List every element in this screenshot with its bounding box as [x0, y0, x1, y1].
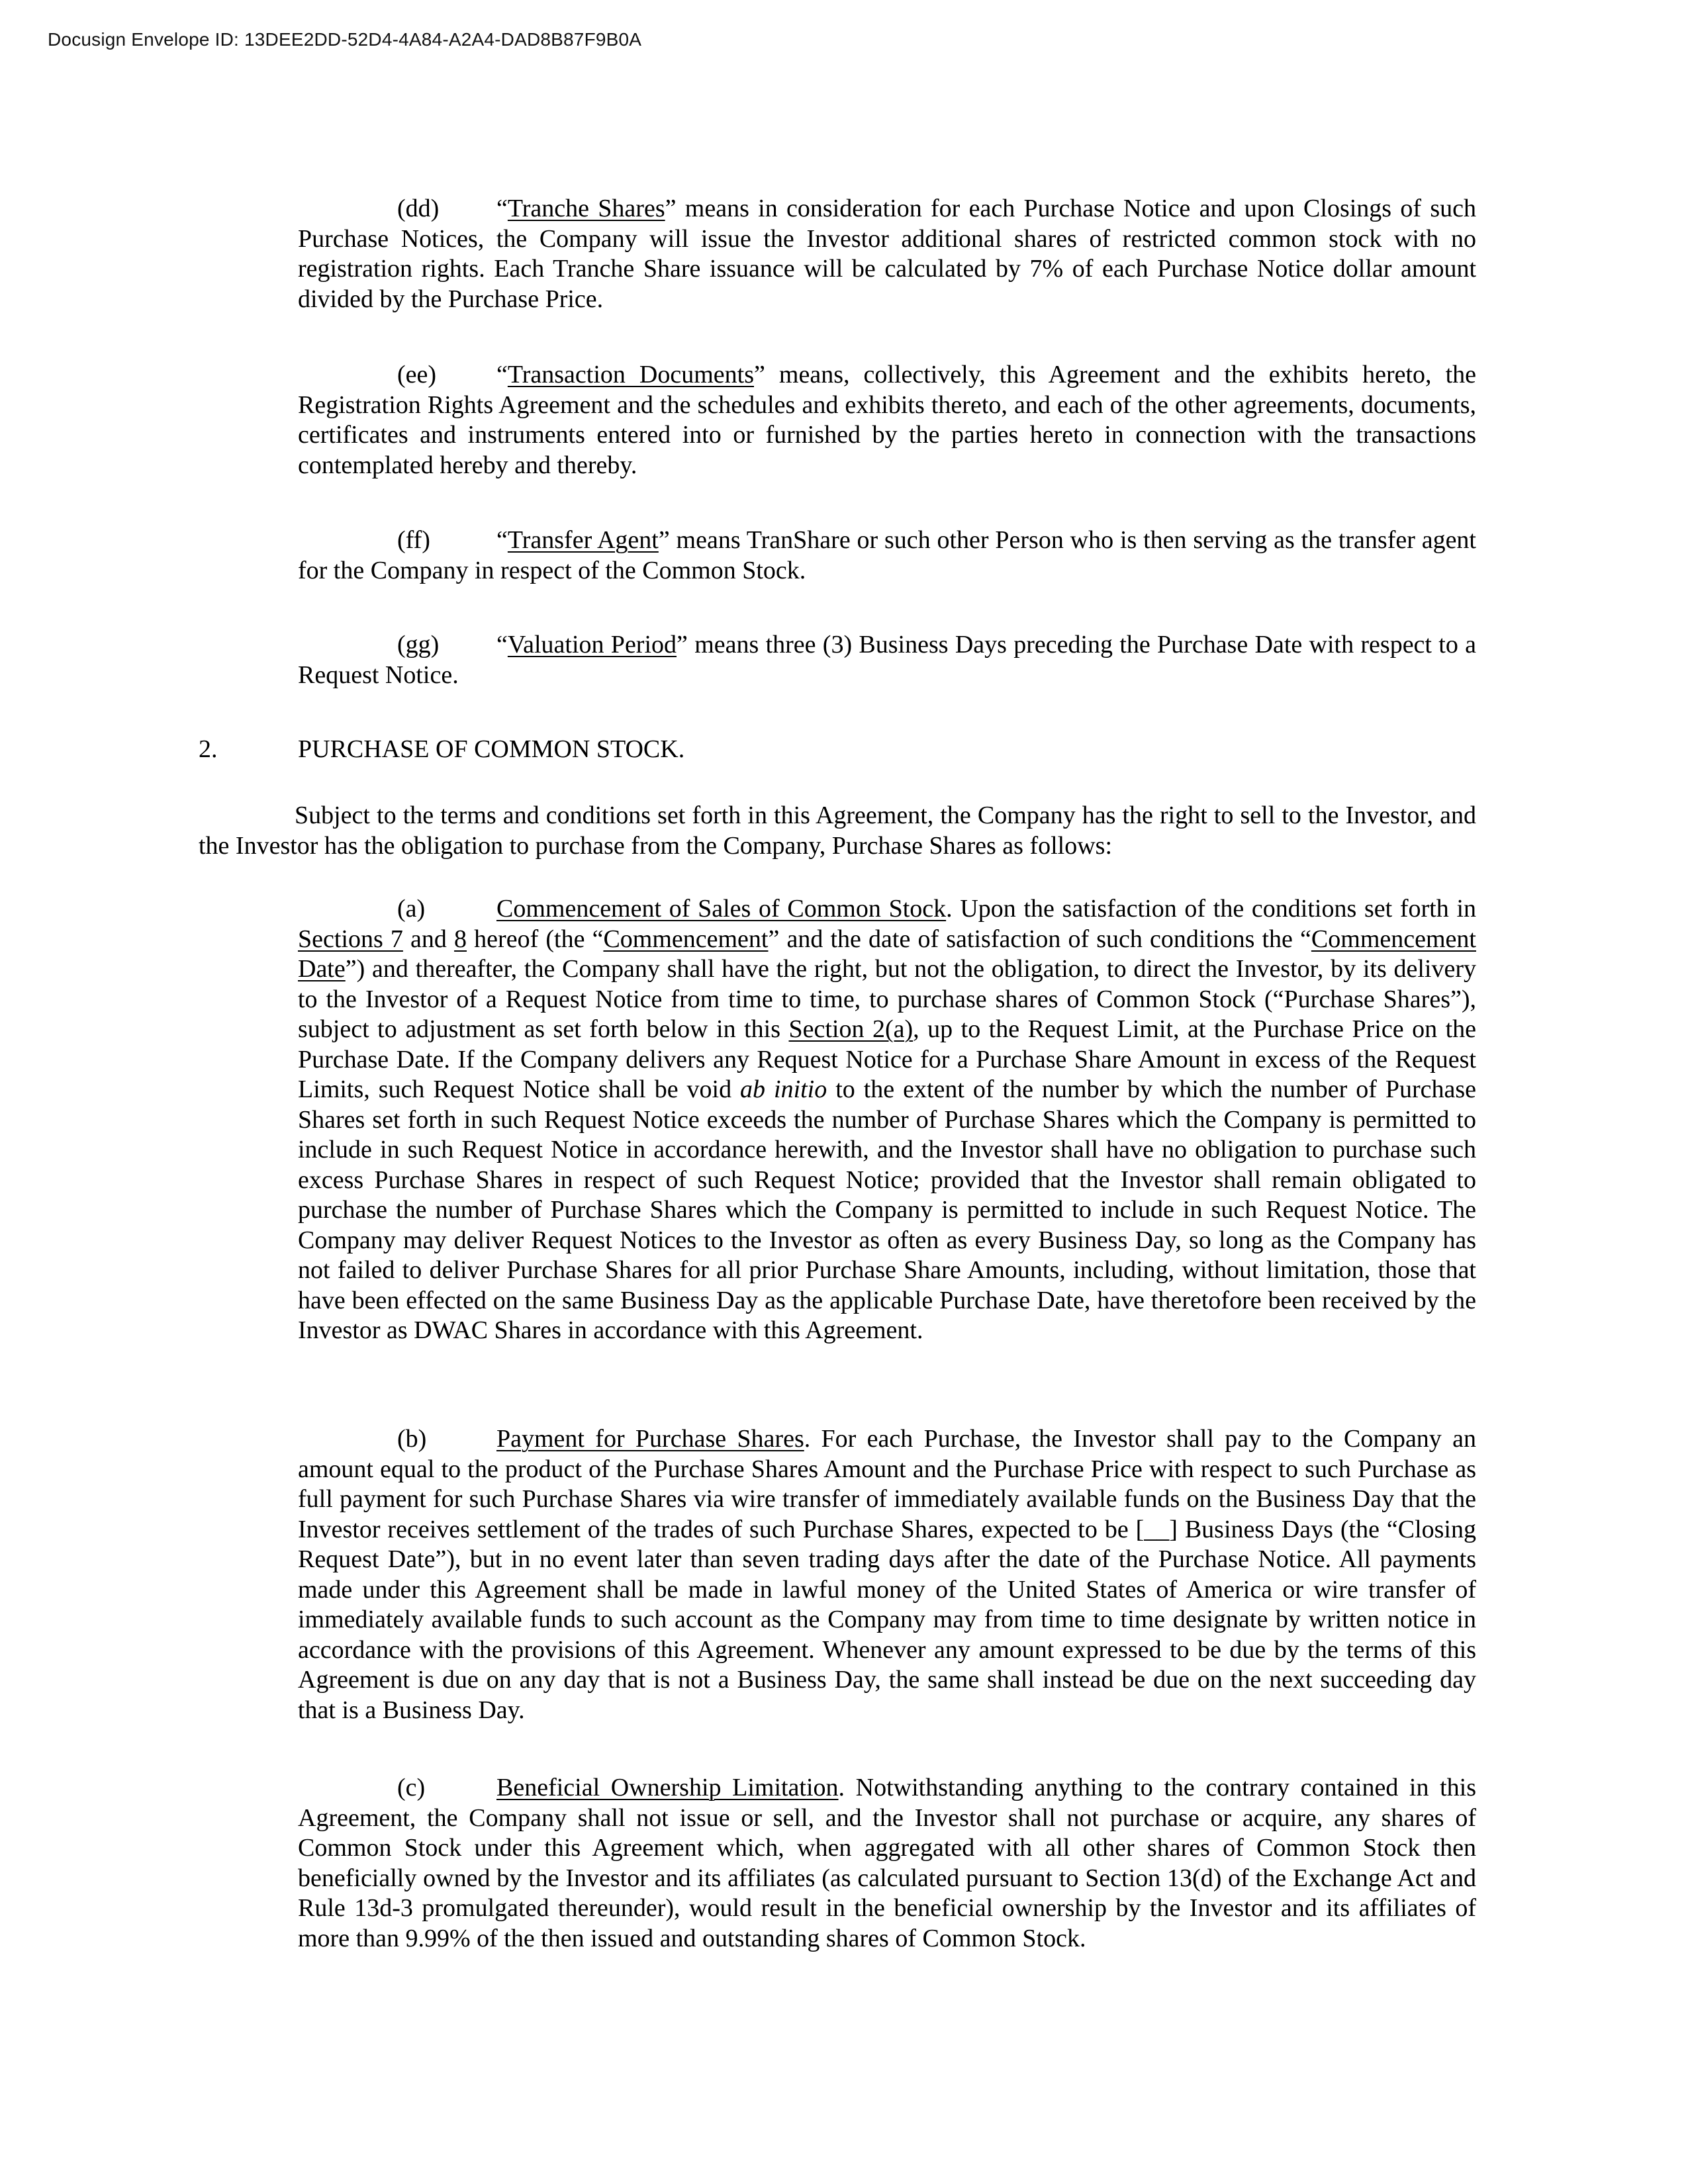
definition-body: ” means in consideration for each Purchase Notice and upon Closings of such Purchase Notices, the Company will issue the Investor additional shares of restricted common stock with no registration rights. Each Tranche Share issuance will be calculated by 7% of each Purchase Notice dollar amount divided by the Purchase Price. [298, 195, 1477, 313]
body-text: , up to the Request Limit, at the Purchase Price on the Purchase Date. If the Company delivers any Request Notice for a Purchase Share Amount in excess of the Request Limits, such Request Notice shall be void [298, 1015, 1476, 1103]
body-text: . Notwithstanding anything to the contrary contained in this Agreement, the Company shall not issue or sell, and the Investor shall not purchase or acquire, any shares of Common Stock under this Agreement which, when aggregated with all other shares of Common Stock then beneficially owned by the Investor and its affiliates (as calculated pursuant to Section 13(d) of the Exchange Act and Rule 13d-3 promulgated thereunder), would result in the beneficial ownership by the Investor and its affiliates of more than 9.99% of the then issued and outstanding shares of Common Stock. [298, 1774, 1476, 1952]
subsection-heading: Payment for Purchase Shares [496, 1425, 804, 1453]
section-heading [199, 735, 684, 765]
body-text: ” and the date of satisfaction of such conditions the “ [768, 925, 1311, 953]
cross-reference: 8 [454, 925, 467, 953]
subsection-label: (b) [397, 1425, 427, 1453]
section-title: PURCHASE OF COMMON STOCK. [298, 735, 685, 763]
defined-term: Transfer Agent [507, 526, 659, 554]
open-quote: “ [496, 526, 508, 554]
open-quote: “ [496, 631, 508, 659]
subsection-c [298, 1773, 1476, 1954]
subsection-b [298, 1424, 1476, 1725]
body-text: ”) and thereafter, the Company shall have the right, but not the obligation, to direct the Investor, by its delivery to the Investor of a Request Notice from time to time, to purchase shares of Common Stock (“Purchase Shares”), subject to adjustment as set forth below in this [298, 955, 1476, 1043]
definition-label: (ff) [397, 526, 430, 554]
definition-transaction-documents [298, 360, 1476, 480]
body-text: and [402, 925, 455, 953]
body-text: . Upon the satisfaction of the conditions set forth in [946, 895, 1476, 923]
subsection-a [298, 894, 1476, 1346]
defined-term: Valuation Period [507, 631, 677, 659]
subsection-heading: Commencement of Sales of Common Stock [496, 895, 947, 923]
subsection-heading: Beneficial Ownership Limitation [496, 1774, 839, 1801]
section-intro: Subject to the terms and conditions set forth in this Agreement, the Company has the right to sell to the Investor, and the Investor has the obligation to purchase from the Company, Purchase Shares as follows: [199, 801, 1476, 860]
defined-term: Commencement Date [298, 925, 1476, 983]
cross-reference: Section 2(a) [788, 1015, 914, 1043]
open-quote: “ [496, 195, 508, 222]
definition-body: ” means TranShare or such other Person who is then serving as the transfer agent for the Company in respect of the Common Stock. [298, 526, 1476, 584]
definition-transfer-agent [298, 525, 1476, 586]
body-text: hereof (the “ [467, 925, 604, 953]
definition-label: (dd) [397, 195, 440, 222]
docusign-envelope-id: Docusign Envelope ID: 13DEE2DD-52D4-4A84-A2A4-DAD8B87F9B0A [48, 29, 642, 50]
cross-reference: Sections 7 [298, 925, 403, 953]
open-quote: “ [496, 361, 508, 388]
definition-body: ” means three (3) Business Days preceding the Purchase Date with respect to a Request Notice. [298, 631, 1476, 689]
subsection-label: (c) [397, 1774, 426, 1801]
definition-label: (gg) [397, 631, 440, 659]
latin-term: ab initio [740, 1075, 827, 1103]
subsection-label: (a) [397, 895, 426, 923]
defined-term: Commencement [603, 925, 769, 953]
defined-term: Tranche Shares [507, 195, 665, 222]
definition-valuation-period [298, 630, 1476, 690]
definition-tranche-shares [298, 194, 1476, 314]
defined-term: Transaction Documents [507, 361, 755, 388]
body-text: . For each Purchase, the Investor shall pay to the Company an amount equal to the product of the Purchase Shares Amount and the Purchase Price with respect to such Purchase as full payment for such Purchase Shares via wire transfer of immediately available funds on the Business Day that the Investor receives settlement of the trades of such Purchase Shares, expected to be [__] Business Days (the “Closing Request Date”), but in no event later than seven trading days after the date of the Purchase Notice. All payments made under this Agreement shall be made in lawful money of the United States of America or wire transfer of immediately available funds to such account as the Company may from time to time designate by written notice in accordance with the provisions of this Agreement. Whenever any amount expressed to be due by the terms of this Agreement is due on any day that is not a Business Day, the same shall instead be due on the next succeeding day that is a Business Day. [298, 1425, 1476, 1724]
section-number: 2. [199, 735, 218, 763]
body-text: to the extent of the number by which the number of Purchase Shares set forth in such Request Notice exceeds the number of Purchase Shares which the Company is permitted to include in such Request Notice in accordance herewith, and the Investor shall have no obligation to purchase such excess Purchase Shares in respect of such Request Notice; provided that the Investor shall remain obligated to purchase the number of Purchase Shares which the Company is permitted to include in such Request Notice. The Company may deliver Request Notices to the Investor as often as every Business Day, so long as the Company has not failed to deliver Purchase Shares for all prior Purchase Share Amounts, including, without limitation, those that have been effected on the same Business Day as the applicable Purchase Date, have theretofore been received by the Investor as DWAC Shares in accordance with this Agreement. [298, 1075, 1477, 1344]
definition-label: (ee) [397, 361, 437, 388]
definition-body: ” means, collectively, this Agreement and the exhibits hereto, the Registration Rights Agreement and the schedules and exhibits thereto, and each of the other agreements, documents, certificates and instruments entered into or furnished by the parties hereto in connection with the transactions contemplated hereby and thereby. [298, 361, 1476, 479]
